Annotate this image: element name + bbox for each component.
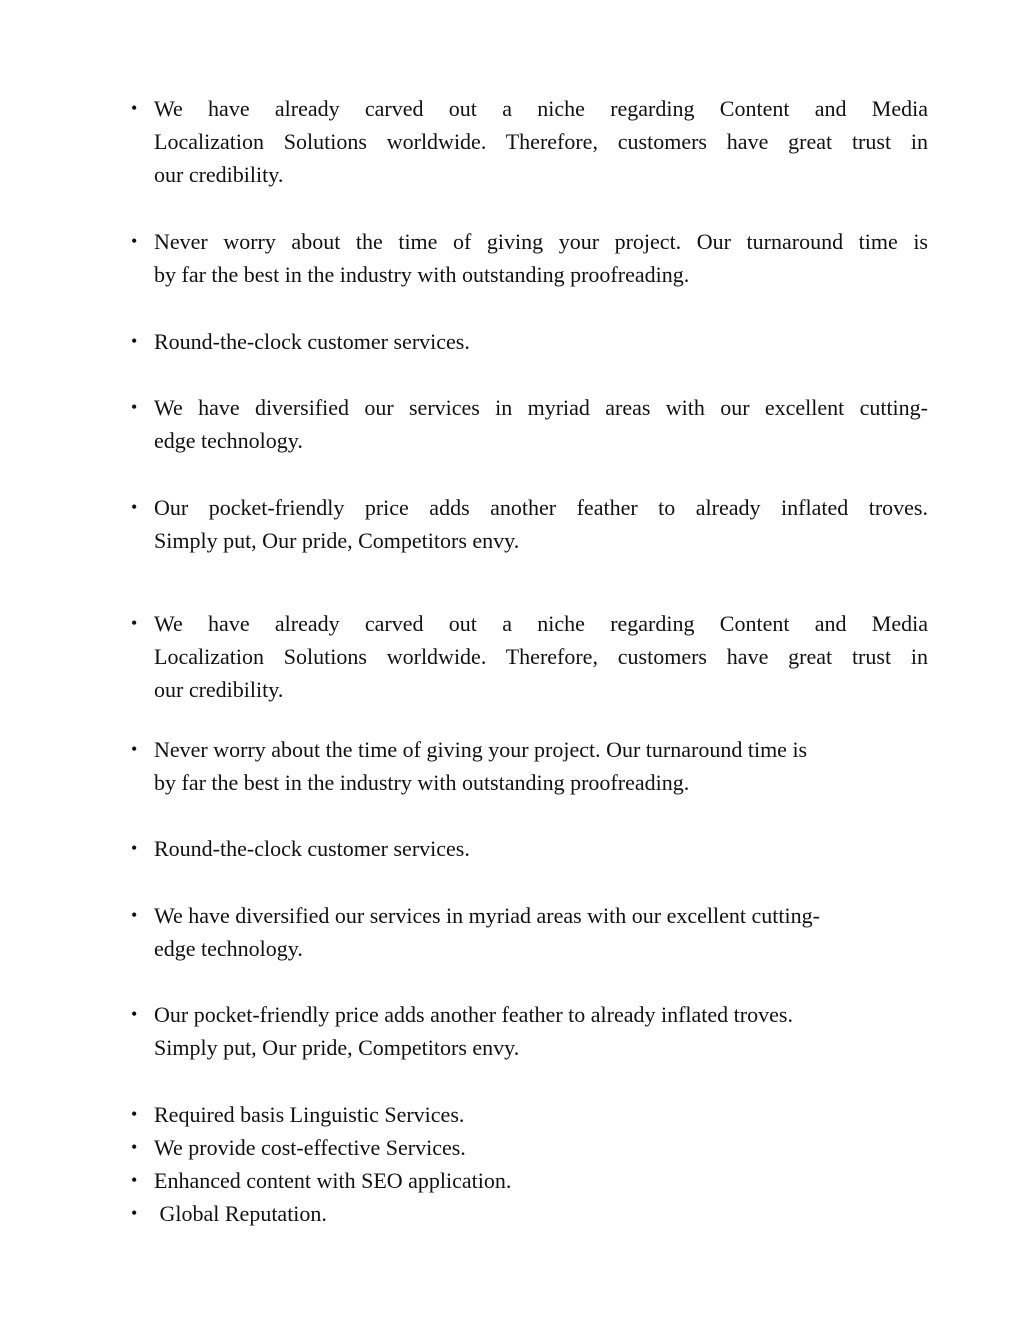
list-item-line: • We have diversified our services in myriad areas with our excellent cutting-	[154, 395, 928, 420]
list-item-line: • Round-the-clock customer services.	[154, 329, 470, 354]
list-item-line: • Our pocket-friendly price adds another feather to already inflated troves.	[154, 1002, 793, 1027]
list-item-line: • Enhanced content with SEO application.	[154, 1168, 512, 1193]
list-item-line: Localization Solutions worldwide. Therefore, customers have great trust in	[154, 129, 928, 154]
list-item-line: • Required basis Linguistic Services.	[154, 1102, 465, 1127]
list-item	[154, 832, 934, 865]
list-item	[154, 491, 928, 557]
list-item-line: • Global Reputation.	[154, 1201, 327, 1226]
list-item-line: • Never worry about the time of giving your project. Our turnaround time is	[154, 737, 808, 762]
list-item-line: • Never worry about the time of giving your project. Our turnaround time is	[154, 229, 928, 254]
list-item	[154, 998, 934, 1064]
list-item	[154, 1164, 934, 1197]
list-item	[154, 1131, 934, 1164]
list-item	[154, 1098, 934, 1131]
list-item-line: Simply put, Our pride, Competitors envy.	[154, 528, 520, 553]
list-item-line: • We have already carved out a niche regarding Content and Media	[154, 611, 928, 636]
list-item-line: by far the best in the industry with outstanding proofreading.	[154, 262, 690, 287]
list-item	[154, 225, 928, 291]
list-item-line: • Our pocket-friendly price adds another feather to already inflated troves.	[154, 495, 928, 520]
list-item-line: • We have diversified our services in myriad areas with our excellent cutting-	[154, 903, 820, 928]
list-item-line: edge technology.	[154, 936, 303, 961]
list-item-line: by far the best in the industry with outstanding proofreading.	[154, 770, 690, 795]
list-item-line: • We have already carved out a niche regarding Content and Media	[154, 96, 928, 121]
list-item	[154, 92, 928, 191]
list-item-line: our credibility.	[154, 677, 284, 702]
list-item	[154, 391, 928, 457]
list-item-line: • We provide cost-effective Services.	[154, 1135, 466, 1160]
list-item-line: our credibility.	[154, 162, 284, 187]
list-item	[154, 325, 934, 358]
list-item	[154, 1197, 934, 1230]
list-item-line: • Round-the-clock customer services.	[154, 836, 470, 861]
list-item	[154, 733, 934, 799]
list-item-line: edge technology.	[154, 428, 303, 453]
list-item-line: Localization Solutions worldwide. Therefore, customers have great trust in	[154, 644, 928, 669]
list-item-line: Simply put, Our pride, Competitors envy.	[154, 1035, 520, 1060]
list-item	[154, 607, 928, 706]
list-item	[154, 899, 934, 965]
